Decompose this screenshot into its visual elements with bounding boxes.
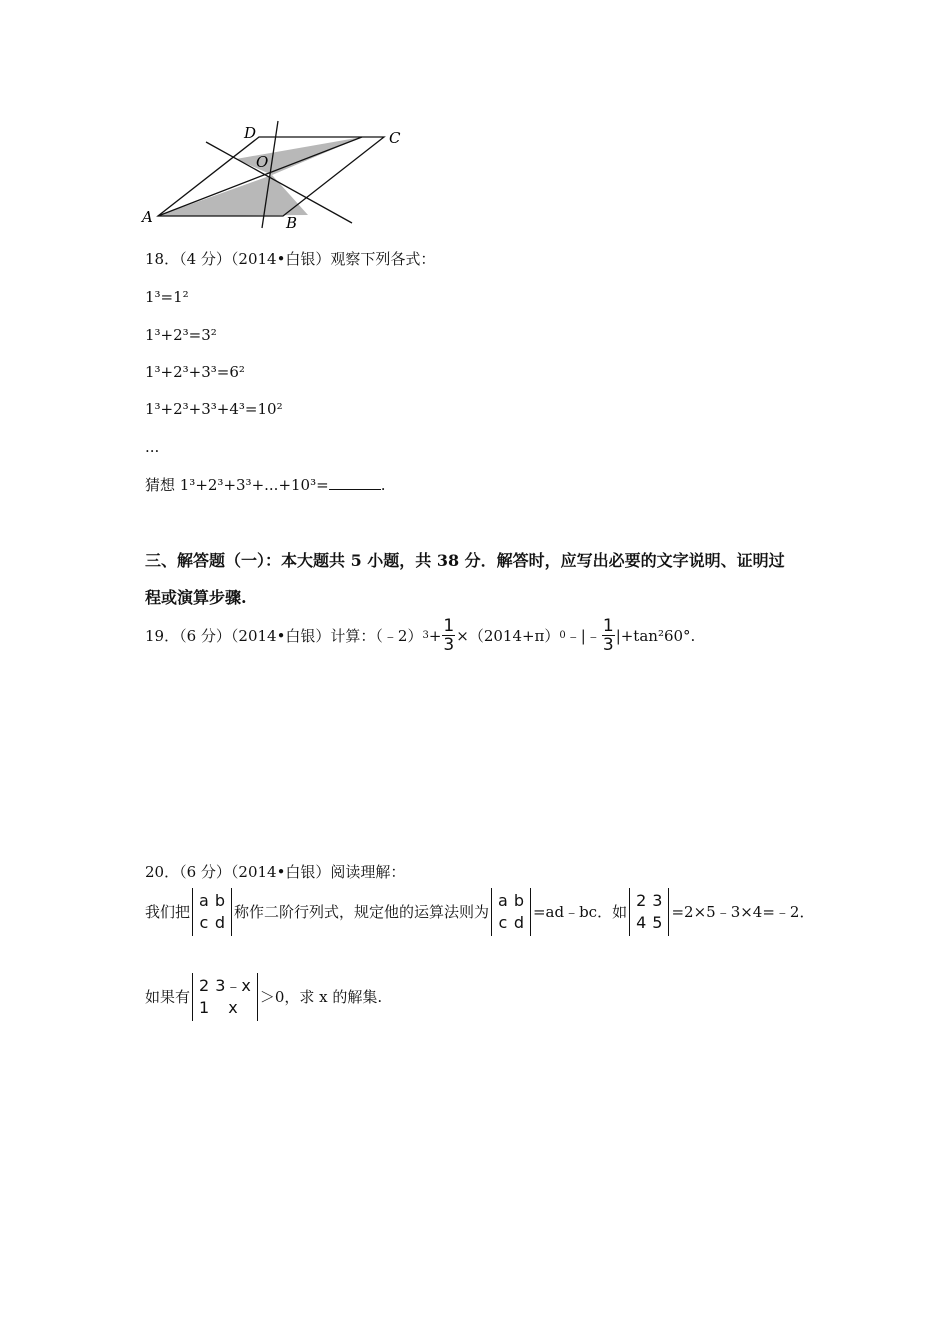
det-cell: 5	[652, 913, 663, 932]
q20-header: 20．（6 分）（2014•白银）阅读理解：	[145, 863, 406, 881]
det-cell: a	[498, 891, 508, 910]
label-o: O	[256, 153, 269, 171]
q19-fraction-2	[602, 617, 615, 654]
q20-text-d: =2×5﹣3×4=﹣2．	[671, 903, 815, 921]
q18-ellipsis: ...	[145, 438, 160, 456]
q20-definition-line	[145, 888, 814, 936]
det-cell: b	[214, 891, 225, 910]
label-d: D	[244, 124, 257, 142]
q19-fraction-1	[442, 617, 455, 654]
det-cell: 3﹣x	[215, 976, 251, 995]
q19-minus-abs: ﹣|﹣	[565, 626, 601, 645]
section3-heading-line1: 三、解答题（一）：本大题共 5 小题，共 38 分．解答时，应写出必要的文字说明、证明过	[145, 551, 785, 570]
label-b: B	[286, 214, 298, 232]
q18-guess-suffix: .	[380, 476, 386, 494]
answer-blank[interactable]	[329, 475, 381, 490]
q18-guess	[145, 475, 385, 495]
q20-text-c: =ad﹣bc．如	[532, 903, 628, 921]
det-cell: d	[513, 913, 524, 932]
q20-text-b: 称作二阶行列式，规定他的运算法则为	[233, 903, 489, 921]
q20-text-e: 如果有	[145, 988, 191, 1006]
label-a: A	[142, 208, 153, 226]
q19-times: ×（2014+π）	[456, 626, 560, 645]
det-cell: 3	[652, 891, 663, 910]
det-cell: b	[513, 891, 524, 910]
q19-plus: +	[428, 626, 442, 645]
det-cell: 1	[199, 998, 210, 1017]
det-cell: x	[228, 998, 238, 1017]
frac1-den: 3	[443, 635, 455, 655]
q18-line-1: 1³=1²	[145, 288, 189, 306]
q19-expression: 19．（6 分）（2014•白银）计算：（﹣2） 3 + $\frac{1}{3}$ ×（2014+π） 0 ﹣|﹣ $\frac{1}{3}$ |+tan²60°.	[145, 616, 696, 655]
det-cell: d	[214, 913, 225, 932]
parallelogram-figure	[140, 118, 420, 233]
det-cell: c	[199, 913, 209, 932]
determinant-question	[192, 973, 258, 1021]
det-cell: a	[199, 891, 209, 910]
det-cell: 4	[636, 913, 647, 932]
shaded-triangle-lower	[158, 175, 308, 216]
frac2-num: 1	[602, 616, 614, 636]
q18-line-3: 1³+2³+3³=6²	[145, 363, 245, 381]
determinant-abcd-1	[192, 888, 232, 936]
label-c: C	[389, 129, 401, 147]
determinant-example	[629, 888, 669, 936]
q18-header: 18．（4 分）（2014•白银）观察下列各式：	[145, 250, 436, 268]
q20-text-a: 我们把	[145, 903, 191, 921]
section3-heading-line2: 程或演算步骤.	[145, 588, 247, 607]
q19-prefix: 19．（6 分）（2014•白银）计算：（﹣2）	[145, 626, 423, 645]
q18-guess-prefix: 猜想 1³+2³+3³+...+10³=	[145, 476, 329, 494]
q18-line-2: 1³+2³=3²	[145, 326, 217, 344]
frac2-den: 3	[602, 635, 614, 655]
q20-text-f: ＞0，求 x 的解集.	[259, 988, 383, 1006]
frac1-num: 1	[443, 616, 455, 636]
det-cell: c	[498, 913, 508, 932]
det-cell: 2	[199, 976, 210, 995]
q18-line-4: 1³+2³+3³+4³=10²	[145, 400, 283, 418]
det-cell: 2	[636, 891, 647, 910]
q19-tail: |+tan²60°.	[615, 626, 696, 645]
q20-question-line	[145, 973, 382, 1021]
determinant-abcd-2	[491, 888, 531, 936]
